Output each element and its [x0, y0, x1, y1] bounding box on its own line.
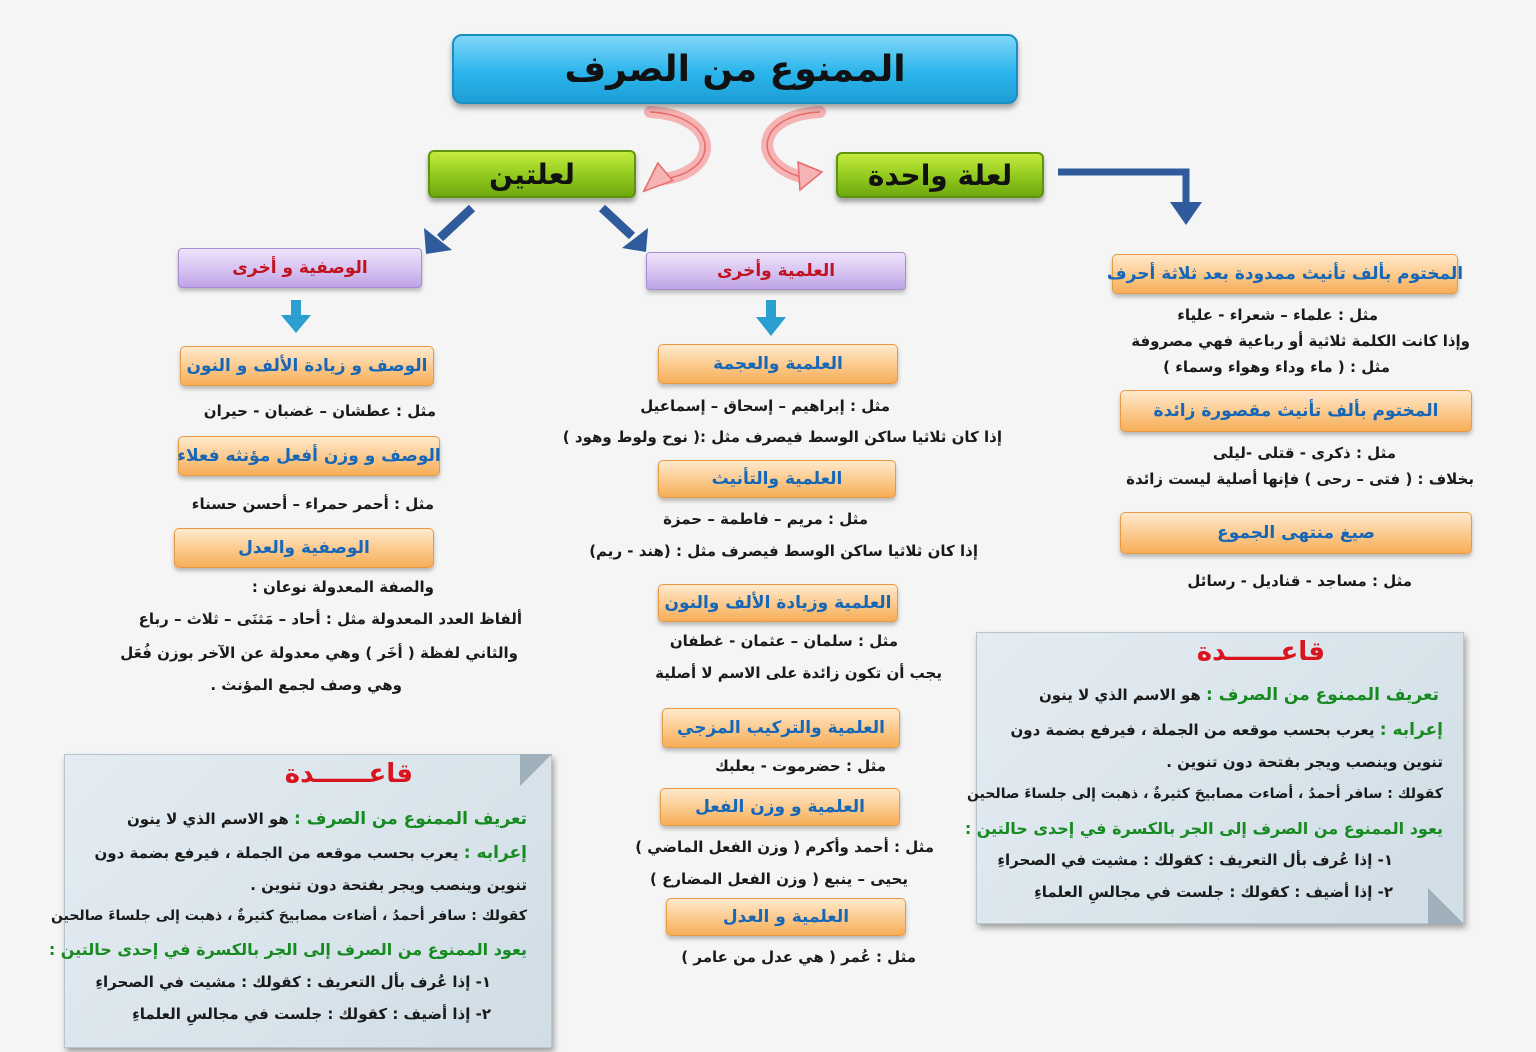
rule-note-left-case-2: ٢- إذا أضيف : كقولك : جلست في مجالسِ العلماءِ	[132, 1005, 491, 1023]
main-title: الممنوع من الصرف	[452, 34, 1018, 104]
alamiya-item-2: العلمية والتأنيث	[658, 460, 896, 498]
wasfiya-item-3: الوصفية والعدل	[174, 528, 434, 568]
one-cause-box-1: المختوم بألف تأنيث ممدودة بعد ثلاثة أحرف	[1112, 254, 1458, 294]
rule-note-right-fold	[1428, 888, 1464, 924]
elbow-arrow-one-cause	[1058, 172, 1186, 205]
wasfiya-item-3-line-2: ألفاظ العدد المعدولة مثل : أحاد – مَثنَى – ثلاث – رباع	[138, 610, 522, 628]
rule-note-left-def	[127, 809, 527, 829]
wasfiya-header: الوصفية و أخرى	[178, 248, 422, 288]
wasfiya-item-2: الوصف و وزن أفعل مؤنثه فعلاء	[178, 436, 440, 476]
down-arrow-alamiya-head	[756, 317, 786, 336]
rule-note-right-case-1: ١- إذا عُرف بأل التعريف : كقولك : مشيت في الصحراءِ	[997, 851, 1393, 869]
rule-note-right-example: كقولك : سافر أحمدُ ، أضاءت مصابيحَ كثيرةٌ ، ذهبت إلى جلساءَ صالحين	[967, 786, 1443, 802]
one-cause-box-2-note: بخلاف : ( فتى – رحى ) فإنها أصلية ليست زائدة	[1126, 470, 1474, 488]
rule-note-right-def	[1039, 685, 1439, 705]
wasfiya-item-1: الوصف و زيادة الألف و النون	[180, 346, 434, 386]
alamiya-item-5-line-1: مثل : أحمد وأكرم ( وزن الفعل الماضي )	[635, 838, 934, 856]
alamiya-item-5-line-2: يحيى – ينبع ( وزن الفعل المضارع )	[650, 870, 908, 888]
alamiya-item-1: العلمية والعجمة	[658, 344, 898, 384]
alamiya-item-1-line-2: إذا كان ثلاثيا ساكن الوسط فيصرف مثل :( نوح ولوط وهود )	[562, 428, 1002, 446]
one-cause-box-1-note-1: وإذا كانت الكلمة ثلاثية أو رباعية فهي مصروفة	[1131, 332, 1470, 350]
alamiya-item-2-line-1: مثل : مريم – فاطمة – حمزة	[663, 510, 868, 528]
rule-note-left-returns: يعود الممنوع من الصرف إلى الجر بالكسرة في إحدى حالتين :	[48, 940, 527, 959]
one-cause-box-3: صيغ منتهى الجموع	[1120, 512, 1472, 554]
diag-arrow-right	[602, 208, 632, 236]
rule-note-left-case-1: ١- إذا عُرف بأل التعريف : كقولك : مشيت في الصحراءِ	[95, 973, 491, 991]
rule-note-right-title: قاعــــــدة	[1196, 637, 1325, 667]
alamiya-item-6: العلمية و العدل	[666, 898, 906, 936]
rule-note-left-example: كقولك : سافر أحمدُ ، أضاءت مصابيحَ كثيرةٌ ، ذهبت إلى جلساءَ صالحين	[51, 908, 527, 924]
alamiya-item-4-line-1: مثل : حضرموت - بعلبك	[715, 757, 886, 775]
rule-note-left-irab	[94, 843, 527, 863]
alamiya-item-4: العلمية والتركيب المزجي	[662, 708, 900, 748]
wasfiya-item-2-line-1: مثل : أحمر حمراء – أحسن حسناء	[191, 495, 434, 513]
rule-note-right-irab-text: يعرب بحسب موقعه من الجملة ، فيرفع بضمة دون	[1010, 721, 1375, 739]
branch-one-cause: لعلة واحدة	[836, 152, 1044, 198]
alamiya-item-5: العلمية و وزن الفعل	[660, 788, 900, 826]
rule-note-right-def-label: تعريف الممنوع من الصرف :	[1206, 685, 1439, 705]
branch-two-causes: لعلتين	[428, 150, 636, 198]
alamiya-header: العلمية وأخرى	[646, 252, 906, 290]
one-cause-box-3-example: مثل : مساجد - قناديل - رسائل	[1187, 572, 1412, 590]
rule-note-right-def-text: هو الاسم الذي لا ينون	[1038, 686, 1201, 704]
rule-note-left-title: قاعــــــدة	[284, 759, 413, 789]
down-arrow-alamiya-stem	[766, 300, 776, 318]
rule-note-left	[48, 754, 552, 1048]
wasfiya-item-1-line-1: مثل : عطشان – غضبان - حيران	[203, 402, 436, 420]
alamiya-item-3-line-1: مثل : سلمان – عثمان - غطفان	[669, 632, 898, 650]
alamiya-item-3: العلمية وزيادة الألف والنون	[658, 584, 898, 622]
curve-arrow-right-head	[798, 162, 822, 190]
rule-note-left-irab-label: إعرابه :	[463, 843, 527, 863]
alamiya-item-2-line-2: إذا كان ثلاثيا ساكن الوسط فيصرف مثل : (هند - ريم)	[589, 542, 978, 560]
rule-note-left-irab-text: يعرب بحسب موقعه من الجملة ، فيرفع بضمة دون	[94, 844, 459, 862]
diag-arrow-left	[440, 208, 472, 238]
one-cause-box-2: المختوم بألف تأنيث مقصورة زائدة	[1120, 390, 1472, 432]
rule-note-right-irab	[1010, 720, 1443, 740]
one-cause-box-2-example: مثل : ذكرى - قتلى -ليلى	[1212, 444, 1396, 462]
down-arrow-wasfiya-stem	[291, 300, 301, 316]
wasfiya-item-3-line-4: وهي وصف لجمع المؤنث .	[210, 676, 402, 694]
rule-note-left-fold	[520, 754, 552, 786]
rule-note-left-def-label: تعريف الممنوع من الصرف :	[294, 809, 527, 829]
down-arrow-wasfiya-head	[281, 315, 311, 333]
rule-note-right-returns: يعود الممنوع من الصرف إلى الجر بالكسرة في إحدى حالتين :	[964, 819, 1443, 838]
elbow-arrow-one-cause-head	[1170, 202, 1202, 225]
curve-arrow-left-head	[637, 163, 674, 200]
alamiya-item-6-line-1: مثل : عُمر ( هي عدل من عامر )	[681, 948, 916, 966]
rule-note-right-case-2: ٢- إذا أضيف : كقولك : جلست في مجالسِ العلماءِ	[1034, 883, 1393, 901]
alamiya-item-3-line-2: يجب أن تكون زائدة على الاسم لا أصلية	[655, 664, 942, 682]
rule-note-left-irab-2: تنوين وينصب ويجر بفتحة دون تنوين .	[250, 876, 527, 894]
one-cause-box-1-note-2: مثل : ( ماء وداء وهواء وسماء )	[1163, 358, 1390, 376]
rule-note-right-irab-2: تنوين وينصب ويجر بفتحة دون تنوين .	[1166, 753, 1443, 771]
rule-note-left-def-text: هو الاسم الذي لا ينون	[126, 810, 289, 828]
rule-note-right	[964, 632, 1464, 924]
wasfiya-item-3-line-1: والصفة المعدولة نوعان :	[251, 578, 434, 596]
alamiya-item-1-line-1: مثل : إبراهيم – إسحاق – إسماعيل	[640, 397, 890, 415]
rule-note-right-irab-label: إعرابه :	[1379, 720, 1443, 740]
wasfiya-item-3-line-3: والثاني لفظة ( أخَر ) وهي معدولة عن الآخر بوزن فُعَل	[120, 644, 518, 662]
one-cause-box-1-example: مثل : علماء – شعراء - علياء	[1177, 306, 1378, 324]
